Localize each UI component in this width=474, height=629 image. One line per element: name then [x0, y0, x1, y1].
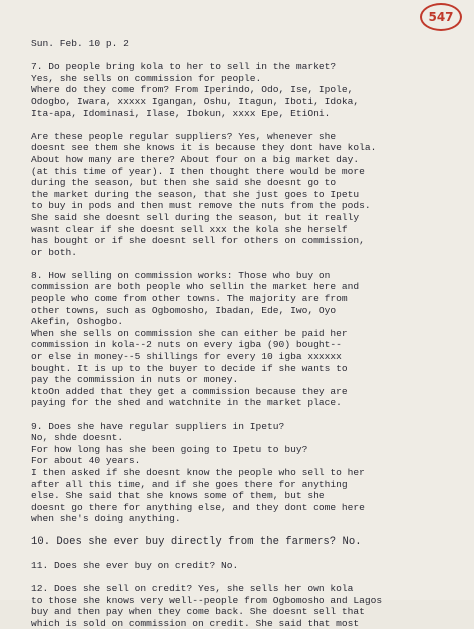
text-line: No, shde doesnt.: [31, 432, 124, 444]
text-line: When she sells on commission she can either be paid her: [31, 327, 348, 339]
text-line: Ita-apa, Idominasi, Ilase, Ibokun, xxxx Epe, EtiOni.: [31, 107, 331, 119]
text-line: 7. Do people bring kola to her to sell in the market?: [31, 61, 337, 73]
paragraph: [31, 421, 456, 525]
text-line: or both.: [31, 246, 78, 258]
text-line: About how many are there? About four on a big market day.: [31, 153, 360, 165]
paragraph-gap: [31, 119, 456, 131]
text-line: which is sold on commission on credit. She said that most: [31, 617, 360, 629]
text-line: For about 40 years.: [31, 455, 141, 467]
text-line: Yes, she sells on commission for people.: [31, 72, 262, 84]
text-line: or else in money--5 shillings for every 10 igba xxxxxx: [31, 351, 342, 363]
text-line: to buy in pods and then must remove the nuts from the pods.: [31, 200, 371, 212]
document-body: [31, 38, 456, 629]
text-line: people who come from other towns. The majority are from: [31, 293, 348, 305]
text-line: commission in kola--2 nuts on every igba (90) bought--: [31, 339, 342, 351]
text-line: bought. It is up to the buyer to decide if she wants to: [31, 362, 348, 374]
text-line: to those she knows very well--people from Ogbomosho and Lagos: [31, 594, 383, 606]
text-line: commission are both people who sellin the market here and: [31, 281, 360, 293]
text-line: doesnt see them she knows it is because they dont have kola.: [31, 142, 377, 154]
text-line: Are these people regular suppliers? Yes, whenever she: [31, 130, 337, 142]
text-line: else. She said that she knows some of them, but she: [31, 490, 325, 502]
text-line: For how long has she been going to Ipetu to buy?: [31, 443, 308, 455]
text-line: I then asked if she doesnt know the people who sell to her: [31, 466, 365, 478]
text-line: buy and then pay when they come back. She doesnt sell that: [31, 606, 365, 618]
paragraph-gap: [31, 571, 456, 583]
paragraph: [31, 131, 456, 259]
text-line: pay the commission in nuts or money.: [31, 374, 239, 386]
text-line: 12. Does she sell on credit? Yes, she sells her own kola: [31, 582, 354, 594]
paragraph: [31, 583, 456, 629]
paragraph: [31, 537, 456, 549]
text-line: 8. How selling on commission works: Those who buy on: [31, 269, 331, 281]
text-line: ktoOn added that they get a commission because they are: [31, 385, 348, 397]
text-line: Where do they come from? From Iperindo, Odo, Ise, Ipole,: [31, 84, 354, 96]
paragraphs: [31, 61, 456, 629]
text-line: when she's doing anything.: [31, 513, 181, 525]
text-line: other towns, such as Ogbomosho, Ibadan, Ede, Iwo, Oyo: [31, 304, 337, 316]
text-line: She said she doesnt sell during the season, but it really: [31, 211, 360, 223]
text-line: Odogbo, Iwara, xxxxx Igangan, Oshu, Itagun, Iboti, Idoka,: [31, 95, 360, 107]
text-line: Akefin, Oshogbo.: [31, 316, 124, 328]
text-line: has bought or if she doesnt sell for others on commission,: [31, 235, 365, 247]
date-header: Sun. Feb. 10 p. 2: [31, 38, 129, 49]
paragraph-gap: [31, 409, 456, 421]
paragraph-gap: [31, 548, 456, 560]
page-number-stamp: 547: [420, 3, 462, 31]
text-line: the market during the season, that she just goes to Ipetu: [31, 188, 360, 200]
text-line: paying for the shed and watchnite in the market place.: [31, 397, 342, 409]
paragraph: [31, 61, 456, 119]
text-line: 9. Does she have regular suppliers in Ipetu?: [31, 420, 285, 432]
paragraph-gap: [31, 258, 456, 270]
paragraph: [31, 560, 456, 572]
paragraph-gap: [31, 525, 456, 537]
text-line: after all this time, and if she goes there for anything: [31, 478, 348, 490]
text-line: 11. Does she ever buy on credit? No.: [31, 559, 239, 571]
text-line: (at this time of year). I then thought there would be more: [31, 165, 365, 177]
text-line: during the season, but then she said she doesnt go to: [31, 177, 337, 189]
text-line: doesnt go there for anything else, and they dont come here: [31, 501, 365, 513]
paragraph: [31, 270, 456, 409]
text-line: wasnt clear if she doesnt sell xxx the kola she herself: [31, 223, 348, 235]
text-line: 10. Does she ever buy directly from the farmers? No.: [31, 535, 362, 548]
